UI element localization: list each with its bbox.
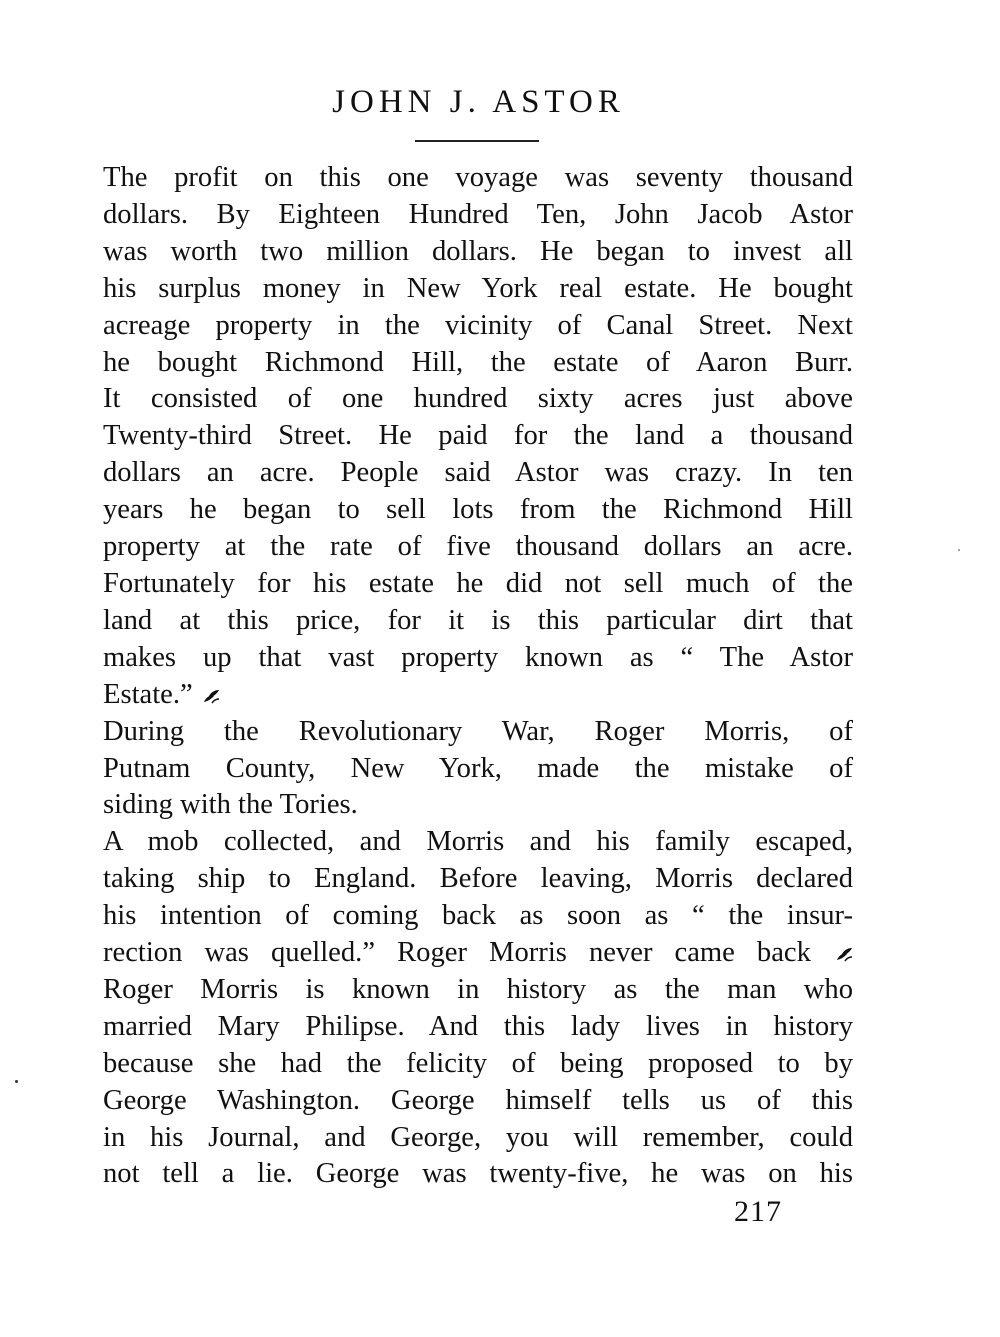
text-line-content: The profit on this one voyage was seventy thousand [103,162,853,193]
page-number: 217 [734,1195,782,1228]
text-line [103,972,853,1009]
text-line-content: was worth two million dollars. He began to invest all [103,235,853,267]
text-line-content: Estate.” [103,678,193,710]
text-line-content: It consisted of one hundred sixty acres just above [103,383,853,415]
leaf-ornament-icon [835,946,853,962]
text-line [103,603,853,640]
text-line [103,308,853,345]
text-line-content: because she had the felicity of being proposed to by [103,1047,853,1079]
body-text [103,160,853,1193]
text-line [103,160,853,197]
text-line [103,1156,853,1193]
text-line-content: dollars. By Eighteen Hundred Ten, John Jacob Astor [103,198,853,230]
text-line-content: married Mary Philipse. And this lady lives in history [103,1010,853,1042]
text-line [103,197,853,234]
text-line [103,1120,853,1157]
text-line-content: his surplus money in New York real estate. He bought [103,272,853,304]
text-line-content: he bought Richmond Hill, the estate of Aaron Burr. [103,346,853,378]
text-line [103,935,853,972]
text-line-content: Putnam County, New York, made the mistake of [103,752,853,784]
text-line-content: Twenty-third Street. He paid for the land a thousand [103,420,853,452]
text-line [103,861,853,898]
text-line [103,824,853,861]
text-line-content: Fortunately for his estate he did not sell much of the [103,567,853,599]
text-line [103,234,853,271]
text-line-content: land at this price, for it is this particular dirt that [103,604,853,636]
text-line [103,677,853,714]
text-line [103,492,853,529]
text-line [103,787,853,824]
text-line-content: taking ship to England. Before leaving, Morris declared [103,863,853,895]
text-line-content: in his Journal, and George, you will remember, could [103,1121,853,1153]
print-speck [958,549,960,551]
text-line-content: A mob collected, and Morris and his family escaped, [103,826,853,858]
running-head-title: JOHN J. ASTOR [332,84,625,120]
text-line [103,271,853,308]
text-line [103,566,853,603]
header-rule [415,140,539,142]
text-line-content: dollars an acre. People said Astor was crazy. In ten [103,457,853,489]
text-line [103,1009,853,1046]
leaf-ornament-icon [202,688,220,704]
text-line-content: years he began to sell lots from the Richmond Hill [103,494,853,526]
text-line [103,714,853,751]
text-line [103,455,853,492]
text-line-content: property at the rate of five thousand dollars an acre. [103,531,853,563]
text-line-content: siding with the Tories. [103,789,358,821]
text-line-content: rection was quelled.” Roger Morris never came back [103,937,811,969]
text-line [103,529,853,566]
text-line [103,345,853,382]
print-speck [15,1080,18,1083]
text-line [103,751,853,788]
text-line [103,898,853,935]
text-line [103,1046,853,1083]
text-line-content: Roger Morris is known in history as the man who [103,973,853,1005]
text-line-content: acreage property in the vicinity of Canal Street. Next [103,309,853,341]
text-line-content: George Washington. George himself tells us of this [103,1084,853,1116]
text-line-content: During the Revolutionary War, Roger Morris, of [103,715,853,747]
text-line [103,381,853,418]
text-line [103,1083,853,1120]
text-line [103,640,853,677]
text-line [103,418,853,455]
text-line-content: his intention of coming back as soon as “ the insur- [103,900,853,932]
text-line-content: not tell a lie. George was twenty-five, he was on his [103,1158,853,1190]
text-line-content: makes up that vast property known as “ The Astor [103,641,853,673]
